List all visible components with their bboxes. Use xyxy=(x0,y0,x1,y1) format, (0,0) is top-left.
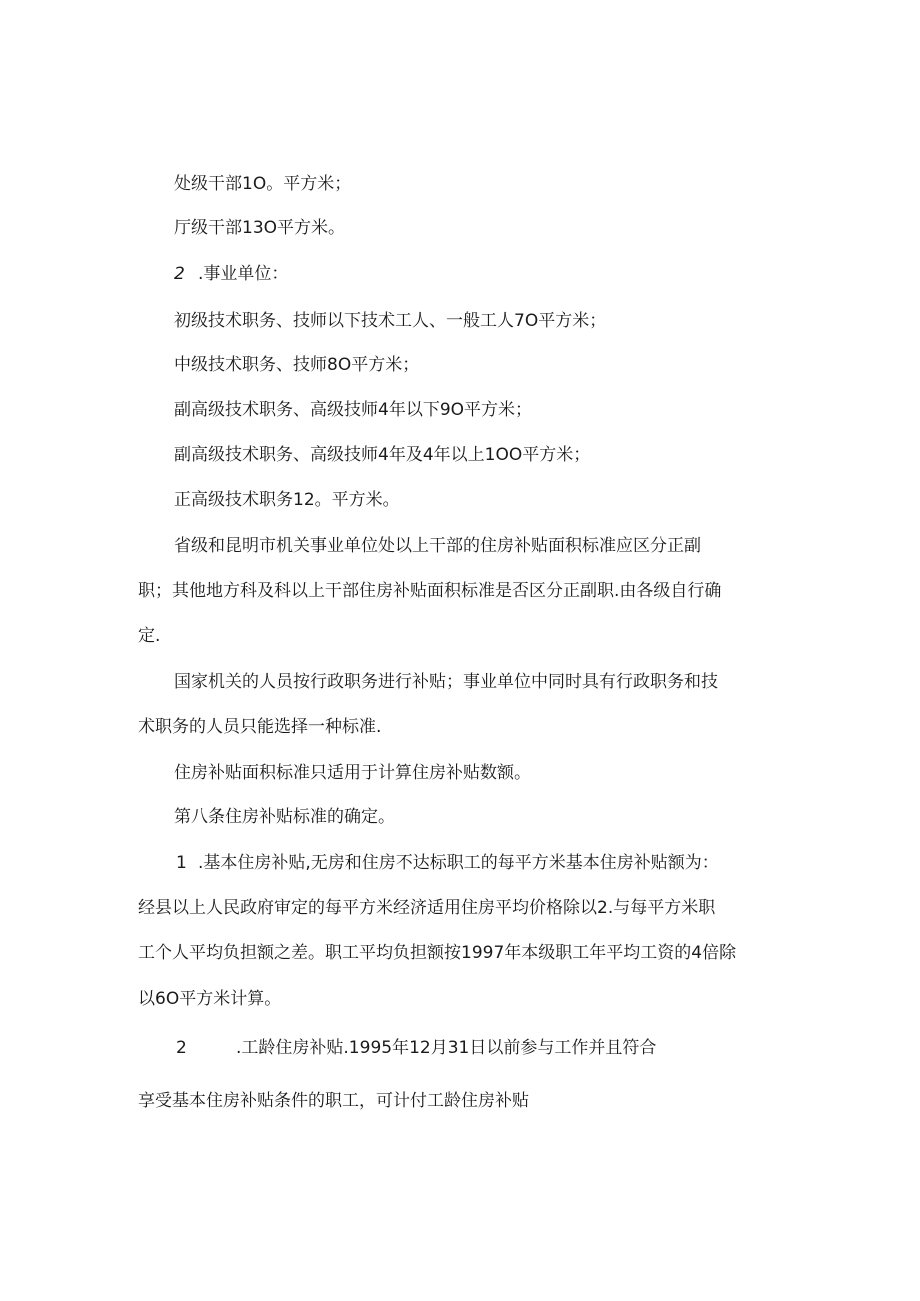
line-19: 以6O平方米计算。 xyxy=(138,989,282,1009)
line-14: 住房补贴面积标准只适用于计算住房补贴数额。 xyxy=(174,763,531,783)
line-6: 副高级技术职务、高级技师4年以下9O平方米； xyxy=(174,400,533,420)
line-2: 厅级干部13O平方米。 xyxy=(174,218,346,238)
line-4: 初级技术职务、技师以下技术工人、一般工人7O平方米； xyxy=(174,311,607,331)
line-8: 正高级技术职务12。平方米。 xyxy=(174,490,400,510)
line-12: 国家机关的人员按行政职务进行补贴；事业单位中同时具有行政职务和技 xyxy=(174,672,718,692)
line-3: .事业单位： xyxy=(198,264,289,284)
line-21: 享受基本住房补贴条件的职工，可计付工龄住房补贴 xyxy=(138,1091,529,1111)
line-17: 经县以上人民政府审定的每平方米经济适用住房平均价格除以2.与每平方米职 xyxy=(138,898,716,918)
line-9: 省级和昆明市机关事业单位处以上干部的住房补贴面积标准应区分正副 xyxy=(174,536,701,556)
list-number-2: 2 xyxy=(174,264,185,284)
line-1: 处级干部1O。平方米； xyxy=(174,174,352,194)
line-11: 定. xyxy=(138,626,161,646)
line-20: .工龄住房补贴.1995年12月31日以前参与工作并且符合 xyxy=(236,1038,657,1058)
line-15: 第八条住房补贴标准的确定。 xyxy=(174,807,395,827)
list-number-1: 1 xyxy=(176,853,187,873)
line-16: .基本住房补贴,无房和住房不达标职工的每平方米基本住房补贴额为： xyxy=(198,853,719,873)
line-10: 职；其他地方科及科以上干部住房补贴面积标准是否区分正副职.由各级自行确 xyxy=(138,581,722,601)
list-number-2b: 2 xyxy=(176,1038,187,1058)
line-13: 术职务的人员只能选择一种标准. xyxy=(138,717,382,737)
line-5: 中级技术职务、技师8O平方米； xyxy=(174,355,420,375)
line-18: 工个人平均负担额之差。职工平均负担额按1997年本级职工年平均工资的4倍除 xyxy=(138,943,737,963)
line-7: 副高级技术职务、高级技师4年及4年以上1OO平方米； xyxy=(174,445,591,465)
